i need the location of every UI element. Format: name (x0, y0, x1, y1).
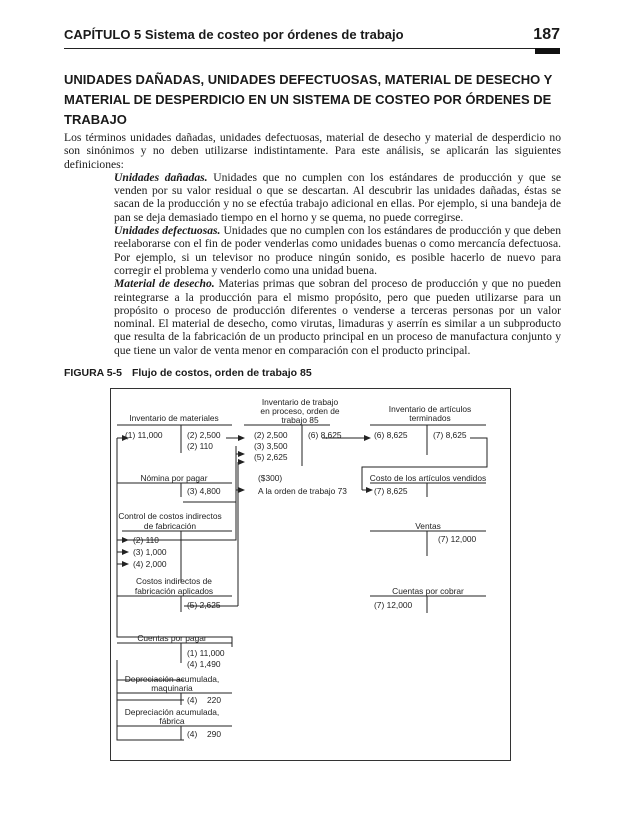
page-number: 187 (533, 26, 560, 43)
pagar-title: Cuentas por pagar (137, 633, 207, 643)
section-title: UNIDADES DAÑADAS, UNIDADES DEFECTUOSAS, MATERIAL DE DESECHO Y MATERIAL DE DESPERDICIO EN UN SISTEMA DE COSTEO POR ÓRDENES DE TRABAJO (64, 72, 553, 127)
dep-fab-credit-ref: (4) (187, 729, 198, 739)
ventas-title: Ventas (415, 521, 441, 531)
pagar-credit-2: (4) 1,490 (187, 659, 221, 669)
proceso-debit-1: (2) 2,500 (254, 430, 288, 440)
materiales-debit: (1) 11,000 (125, 430, 163, 440)
terminados-debit-1: (6) 8,625 (374, 430, 408, 440)
chapter-label: CAPÍTULO 5 (64, 27, 142, 42)
dep-fab-title-1: Depreciación acumulada, (124, 707, 220, 717)
aplicados-title-2: fabricación aplicados (134, 586, 214, 596)
materiales-credit-1: (2) 2,500 (187, 430, 221, 440)
terminados-title-1: Inventario de artículos (388, 404, 472, 414)
nomina-credit-1: (3) 4,800 (187, 486, 221, 496)
dep-fab-title-2: fábrica (159, 716, 185, 726)
aplicados-title-1: Costos indirectos de (136, 576, 212, 586)
cobrar-debit-1: (7) 12,000 (374, 600, 413, 610)
costo-ventas-debit-1: (7) 8,625 (374, 486, 408, 496)
cobrar-title: Cuentas por cobrar (392, 586, 464, 596)
control-debit-2: (3) 1,000 (133, 547, 167, 557)
definition-term: Material de desecho. (114, 277, 215, 291)
proceso-title-3: trabajo 85 (281, 415, 319, 425)
dep-maq-credit-ref: (4) (187, 695, 198, 705)
control-debit-1: (2) 110 (133, 535, 159, 545)
definition-text: Materias primas que sobran del proceso de producción y que no pueden reintegrarse a la producción para el mismo propósito, pero que pueden utilizarse para un propósito o proceso de producción diferentes o venderse a terceras personas por un valor nominal. El material de desecho, como virutas, limaduras y aserrín es similar a un subproducto que resulta de la fabricación de un producto principal en un proceso de manufactura conjunto y que tiene un valor de venta menor en comparación con el producto principal. (114, 277, 562, 357)
pagar-credit-1: (1) 11,000 (187, 648, 225, 658)
proceso-debit-3: (5) 2,625 (254, 452, 288, 462)
control-title-2: de fabricación (143, 521, 197, 531)
terminados-title-2: terminados (409, 413, 451, 423)
dep-fab-credit-value: 290 (207, 729, 221, 739)
materiales-title: Inventario de materiales (129, 413, 219, 423)
materiales-credit-2: (2) 110 (187, 441, 213, 451)
terminados-credit-1: (7) 8,625 (433, 430, 467, 440)
definition-text: Unidades que no cumplen con los estándares de producción y que se venden por su valor residual o que se descartan. Al descubrir las unidades dañadas, éstas se sacan de la producción y no se efectúa trabajo adicional en ellas. Por ejemplo, si una bandeja de pan se deja demasiado tiempo en el horno y se quema, no puede corregirse. (114, 170, 561, 224)
ventas-credit-1: (7) 12,000 (438, 534, 477, 544)
control-title-1: Control de costos indirectos (118, 511, 222, 521)
figure-label: FIGURA 5-5 (64, 367, 122, 379)
definition-term: Unidades defectuosas. (114, 224, 221, 238)
proceso-credit-1: (6) 8,625 (308, 430, 342, 440)
proceso-debit-2: (3) 3,500 (254, 441, 288, 451)
aplicados-credit-1: (5) 2,625 (187, 600, 221, 610)
definition-text: Unidades que no cumplen con los estándares de producción y que deben reelaborarse con el fin de poder venderlas como unidades buenas o como mercancía defectuosa. Por ejemplo, si un televisor no produce ningún sonido, es posible hacerlo de nuevo para corregir el problema y venderlo como una unidad buena. (114, 224, 561, 277)
figure-title: Flujo de costos, orden de trabajo 85 (131, 367, 312, 379)
control-debit-3: (4) 2,000 (133, 559, 167, 569)
chapter-title: Sistema de costeo por órdenes de trabajo (144, 27, 404, 42)
costo-ventas-title: Costo de los artículos vendidos (369, 473, 487, 483)
proceso-title-2: en proceso, orden de (260, 406, 340, 416)
dep-maq-title-2: maquinaria (151, 683, 193, 693)
proceso-title-1: Inventario de trabajo (261, 397, 339, 407)
orden73-text: A la orden de trabajo 73 (258, 486, 347, 496)
nomina-title: Nómina por pagar (140, 473, 208, 483)
orden73-amount: ($300) (258, 473, 283, 483)
definition-term: Unidades dañadas. (114, 170, 208, 184)
intro-paragraph: Los términos unidades dañadas, unidades defectuosas, material de desecho y material de desperdicio no son sinónimos y no deben utilizarse indistintamente. Para este análisis, se aplicarán las siguientes definiciones: (64, 131, 561, 171)
dep-maq-title-1: Depreciación acumulada, (124, 674, 220, 684)
dep-maq-credit-value: 220 (207, 695, 221, 705)
